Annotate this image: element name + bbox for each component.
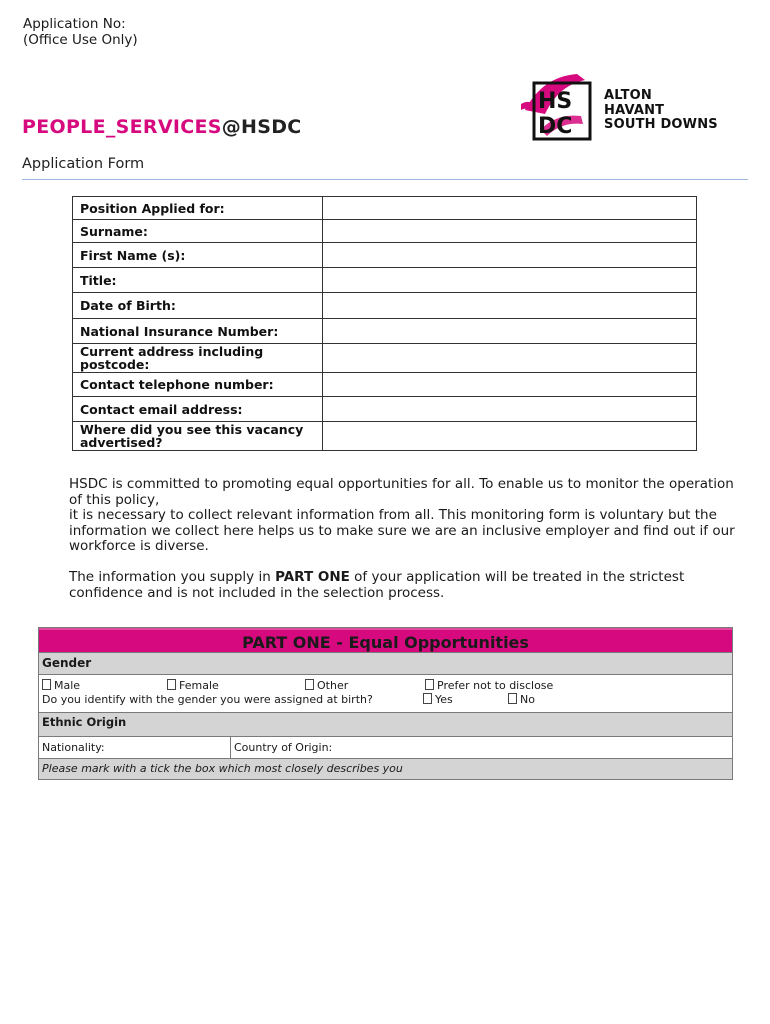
gender-assigned-question: Do you identify with the gender you were assigned at birth? <box>42 693 373 706</box>
equal-opportunities-intro <box>69 477 739 555</box>
svg-text:DC: DC <box>538 114 573 139</box>
intro-line-1: HSDC is committed to promoting equal opportunities for all. To enable us to monitor the operation of this policy, <box>69 476 734 508</box>
option-label: Yes <box>435 693 453 706</box>
logo-line-alton: ALTON <box>604 88 652 103</box>
brand-title <box>22 116 302 138</box>
table-row <box>73 220 697 243</box>
ethnic-origin-heading: Ethnic Origin <box>39 712 732 736</box>
position-field[interactable] <box>322 197 696 220</box>
title-divider <box>22 179 748 180</box>
confidentiality-text-end: of your application will be treated in the strictest confidence and is not included in the selection process. <box>69 569 685 601</box>
answer-yes[interactable] <box>423 692 453 708</box>
table-row <box>73 293 697 319</box>
table-row <box>73 197 697 220</box>
row-label: Contact email address: <box>73 397 323 422</box>
title-field[interactable] <box>322 268 696 293</box>
intro-line-2: it is necessary to collect relevant information from all. This monitoring form is voluntary but the information we collect here helps us to make sure we are an inclusive employer and find out if our workforce is diverse. <box>69 507 735 554</box>
row-label: Date of Birth: <box>73 293 323 319</box>
table-row <box>73 422 697 451</box>
section-heading: PART ONE - Equal Opportunities <box>39 628 732 652</box>
applicant-details-table <box>72 196 697 451</box>
first-name-field[interactable] <box>322 243 696 268</box>
option-label: Other <box>317 679 349 692</box>
nationality-field[interactable]: Nationality: <box>39 737 231 758</box>
row-label: Current address including postcode: <box>73 344 323 373</box>
gender-heading: Gender <box>39 652 732 674</box>
gender-options-row <box>39 674 732 692</box>
option-label: Prefer not to disclose <box>437 679 554 692</box>
row-label: Position Applied for: <box>73 197 323 220</box>
brand-prefix: PEOPLE_SERVICES <box>22 116 222 138</box>
table-row <box>73 373 697 397</box>
row-label: Title: <box>73 268 323 293</box>
form-title: Application Form <box>22 156 145 172</box>
email-field[interactable] <box>322 397 696 422</box>
logo-line-south-downs: SOUTH DOWNS <box>604 117 718 132</box>
vacancy-source-field[interactable] <box>322 422 696 451</box>
brand-suffix: @HSDC <box>221 116 302 138</box>
table-row <box>73 397 697 422</box>
checkbox-icon[interactable] <box>42 679 51 690</box>
part-one-emphasis: PART ONE <box>275 569 350 585</box>
option-label: Male <box>54 679 81 692</box>
checkbox-icon[interactable] <box>305 679 314 690</box>
option-label: Female <box>179 679 219 692</box>
table-row <box>73 243 697 268</box>
table-row <box>73 319 697 344</box>
row-label: First Name (s): <box>73 243 323 268</box>
checkbox-icon[interactable] <box>167 679 176 690</box>
checkbox-icon[interactable] <box>425 679 434 690</box>
office-use-label: (Office Use Only) <box>23 32 138 48</box>
gender-assigned-row <box>39 692 732 712</box>
svg-text:HS: HS <box>538 89 573 114</box>
confidentiality-note <box>69 570 739 601</box>
application-no-label: Application No: <box>23 16 126 32</box>
nationality-row <box>39 736 732 758</box>
ni-number-field[interactable] <box>322 319 696 344</box>
tick-instruction: Please mark with a tick the box which most closely describes you <box>39 758 732 779</box>
row-label: Where did you see this vacancy advertised? <box>73 422 323 451</box>
country-of-origin-field[interactable]: Country of Origin: <box>234 741 333 754</box>
checkbox-icon[interactable] <box>423 693 432 704</box>
address-field[interactable] <box>322 344 696 373</box>
logo-wordmark <box>604 89 718 133</box>
surname-field[interactable] <box>322 220 696 243</box>
option-label: No <box>520 693 535 706</box>
row-label: National Insurance Number: <box>73 319 323 344</box>
date-of-birth-field[interactable] <box>322 293 696 319</box>
logo-line-havant: HAVANT <box>604 102 665 118</box>
equal-opportunities-section <box>38 627 733 780</box>
table-row <box>73 344 697 373</box>
checkbox-icon[interactable] <box>508 693 517 704</box>
telephone-field[interactable] <box>322 373 696 397</box>
row-label: Contact telephone number: <box>73 373 323 397</box>
confidentiality-text-start: The information you supply in <box>69 569 276 585</box>
table-row <box>73 268 697 293</box>
row-label: Surname: <box>73 220 323 243</box>
answer-no[interactable] <box>508 692 535 708</box>
office-use-block <box>23 16 138 48</box>
